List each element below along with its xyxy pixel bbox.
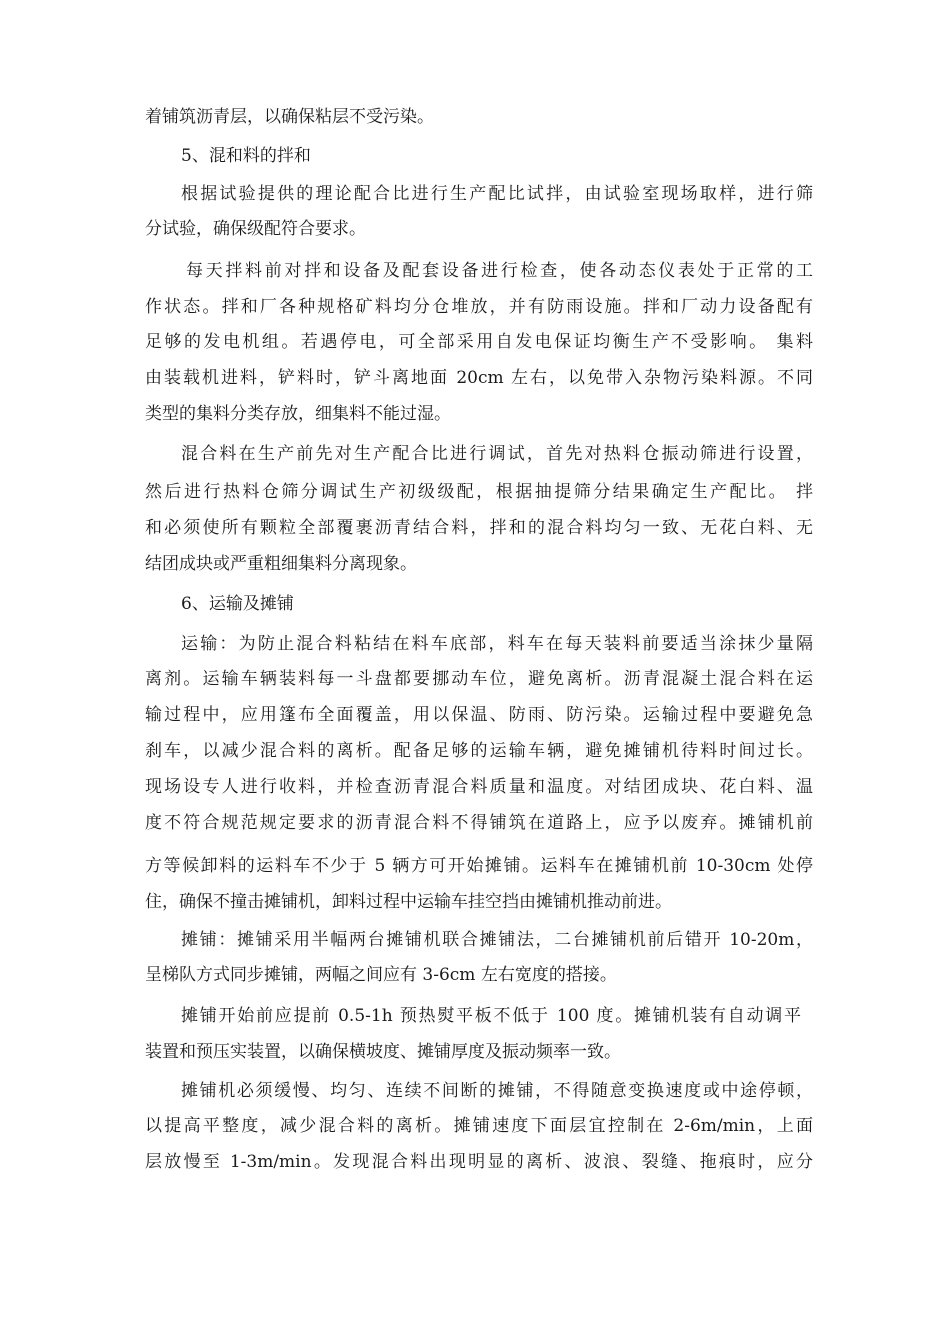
paragraph-line: 摊铺机必须缓慢、均匀、连续不间断的摊铺，不得随意变换速度或中途停顿，: [181, 1081, 813, 1101]
paragraph-line: 混合料在生产前先对生产配合比进行调试，首先对热料仓振动筛进行设置，: [181, 444, 813, 464]
paragraph-line: 层放慢至 1-3m/min。发现混合料出现明显的离析、波浪、裂缝、拖痕时，应分: [145, 1152, 813, 1172]
paragraph-line: 和必须使所有颗粒全部覆裹沥青结合料，拌和的混合料均匀一致、无花白料、无: [145, 518, 813, 538]
paragraph-line: 离剂。运输车辆装料每一斗盘都要挪动车位，避免离析。沥青混凝土混合料在运: [145, 669, 813, 689]
paragraph-line: 足够的发电机组。若遇停电，可全部采用自发电保证均衡生产不受影响。 集料: [145, 332, 813, 352]
paragraph-line: 度不符合规范规定要求的沥青混合料不得铺筑在道路上，应予以废弃。摊铺机前: [145, 813, 813, 833]
paragraph-line: 每天拌料前对拌和设备及配套设备进行检查，使各动态仪表处于正常的工: [186, 261, 813, 281]
paragraph-line: 刹车，以减少混合料的离析。配备足够的运输车辆，避免摊铺机待料时间过长。: [145, 741, 813, 761]
paragraph-line: 输过程中，应用篷布全面覆盖，用以保温、防雨、防污染。运输过程中要避免急: [145, 705, 813, 725]
paragraph-line: 摊铺开始前应提前 0.5-1h 预热熨平板不低于 100 度。摊铺机装有自动调平: [181, 1006, 801, 1026]
paragraph-line: 运输：为防止混合料粘结在料车底部，料车在每天装料前要适当涂抹少量隔: [181, 634, 813, 654]
paragraph-line: 现场设专人进行收料，并检查沥青混合料质量和温度。对结团成块、花白料、温: [145, 777, 813, 797]
paragraph-line: 呈梯队方式同步摊铺，两幅之间应有 3-6cm 左右宽度的搭接。: [145, 965, 617, 985]
paragraph-line: 着铺筑沥青层，以确保粘层不受污染。: [145, 107, 434, 127]
paragraph-line: 结团成块或严重粗细集料分离现象。: [145, 554, 417, 574]
paragraph-line: 作状态。拌和厂各种规格矿料均分仓堆放，并有防雨设施。拌和厂动力设备配有: [145, 297, 813, 317]
paragraph-line: 住，确保不撞击摊铺机，卸料过程中运输车挂空挡由摊铺机推动前进。: [145, 892, 672, 912]
paragraph-line: 由装载机进料，铲料时，铲斗离地面 20cm 左右，以免带入杂物污染料源。不同: [145, 368, 813, 388]
paragraph-line: 摊铺：摊铺采用半幅两台摊铺机联合摊铺法，二台摊铺机前后错开 10-20m，: [181, 930, 813, 950]
paragraph-line: 装置和预压实装置，以确保横坡度、摊铺厚度及振动频率一致。: [145, 1042, 621, 1062]
paragraph-line: 以提高平整度，减少混合料的离析。摊铺速度下面层宜控制在 2-6m/min，上面: [145, 1116, 813, 1136]
section-heading: 5、混和料的拌和: [181, 146, 311, 166]
paragraph-line: 类型的集料分类存放，细集料不能过湿。: [145, 404, 451, 424]
paragraph-line: 分试验，确保级配符合要求。: [145, 219, 366, 239]
paragraph-line: 然后进行热料仓筛分调试生产初级级配，根据抽提筛分结果确定生产配比。 拌: [145, 482, 813, 502]
paragraph-line: 根据试验提供的理论配合比进行生产配比试拌，由试验室现场取样，进行筛: [181, 184, 813, 204]
paragraph-line: 方等候卸料的运料车不少于 5 辆方可开始摊铺。运料车在摊铺机前 10-30cm 处停: [145, 856, 813, 876]
section-heading: 6、运输及摊铺: [181, 594, 294, 614]
